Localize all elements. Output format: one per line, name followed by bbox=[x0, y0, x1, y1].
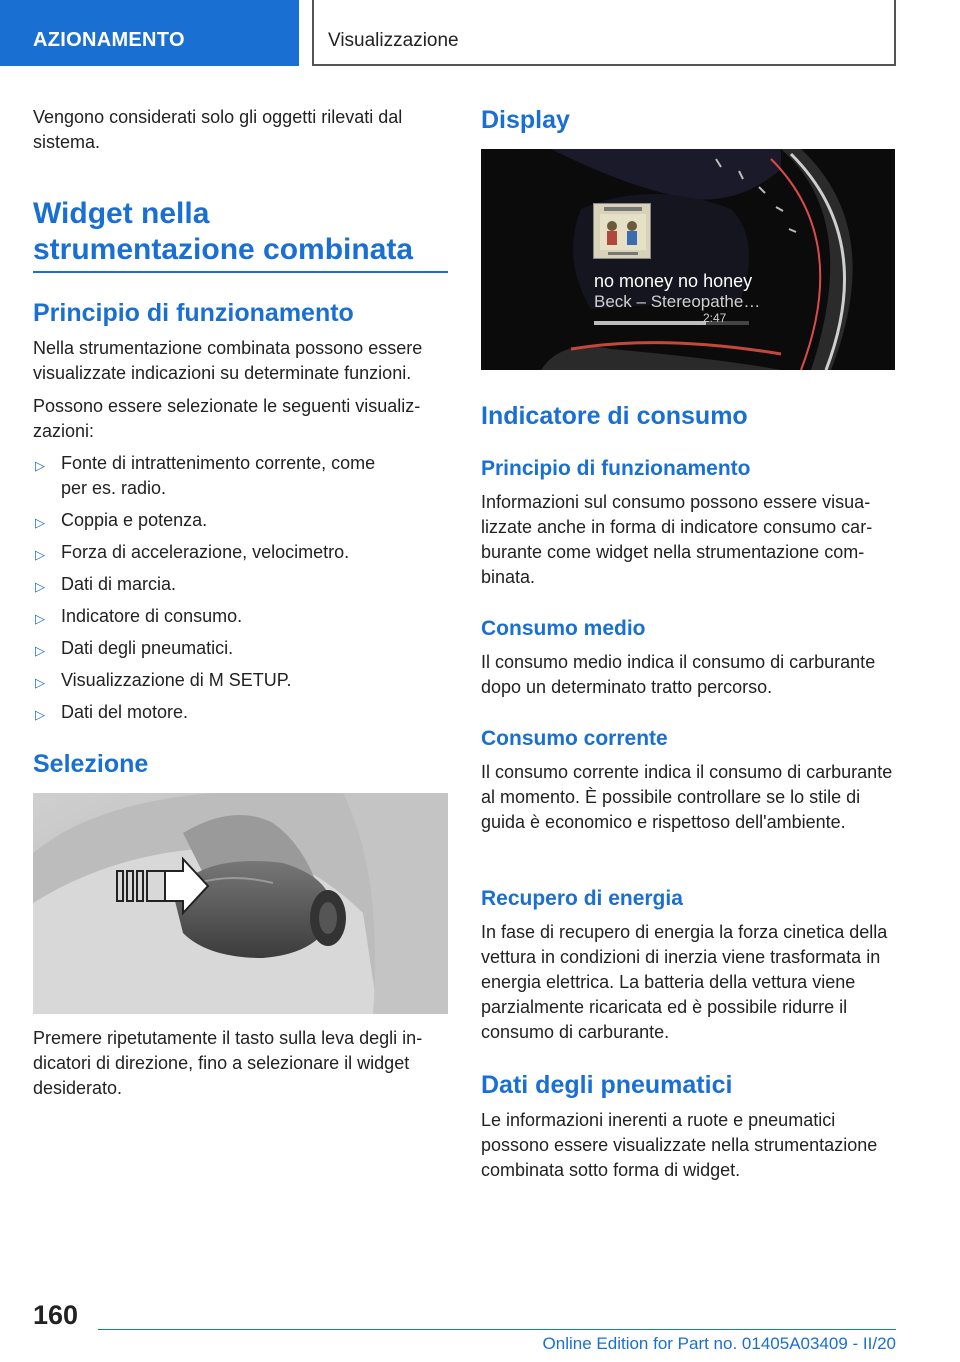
playback-time: 2:47 bbox=[703, 311, 727, 325]
selectable-text: Possono essere selezionate le seguenti visualizzazioni: bbox=[33, 396, 421, 441]
page-number: 160 bbox=[33, 1300, 79, 1330]
header-section-tab bbox=[0, 0, 299, 66]
selection-heading: Selezione bbox=[33, 750, 149, 778]
album-art-figures bbox=[594, 204, 652, 260]
consumption-principle-heading: Principio di funzionamento bbox=[481, 457, 751, 480]
avg-consumption-heading: Consumo medio bbox=[481, 617, 646, 640]
section-title-line1: Widget nella bbox=[33, 197, 210, 230]
list-item: ▷ Fonte di intrattenimento corrente, come per es. radio. bbox=[35, 453, 376, 498]
intro-text: Vengono considerati solo gli oggetti rilevati dal sistema. bbox=[33, 107, 403, 152]
current-consumption-text: Il consumo corrente indica il consumo di carburante al momento. È possibile controllare se lo stile di guida è economico e rispettoso dell'ambiente. bbox=[481, 762, 893, 832]
triangle-bullet-icon: ▷ bbox=[35, 707, 45, 722]
consumption-principle-text: Informazioni sul consumo possono essere visualizzate anche in forma di indicatore consumo carburante come widget nella strumentazione combinata. bbox=[481, 492, 873, 587]
avg-consumption-text: Il consumo medio indica il consumo di carburante dopo un determinato tratto percorso. bbox=[481, 652, 876, 697]
turn-signal-lever-illustration bbox=[33, 793, 448, 1014]
triangle-bullet-icon: ▷ bbox=[35, 458, 45, 473]
footer-rule bbox=[98, 1329, 896, 1330]
cluster-background bbox=[481, 149, 895, 370]
header-subsection bbox=[312, 0, 896, 66]
footer-edition-text: Online Edition for Part no. 01405A03409 - II/20 bbox=[542, 1334, 896, 1353]
album-art bbox=[593, 203, 651, 259]
display-heading: Display bbox=[481, 106, 570, 134]
triangle-bullet-icon: ▷ bbox=[35, 579, 45, 594]
energy-recovery-heading: Recupero di energia bbox=[481, 887, 683, 910]
triangle-bullet-icon: ▷ bbox=[35, 643, 45, 658]
principle-text: Nella strumentazione combinata possono essere visualizzate indicazioni su determinate funzioni. bbox=[33, 338, 423, 383]
tyre-data-heading: Dati degli pneumatici bbox=[481, 1071, 733, 1099]
widget-list bbox=[33, 451, 433, 732]
song-artist: Beck – Stereopathe… bbox=[594, 292, 761, 311]
list-item: ▷ Visualizzazione di M SETUP. bbox=[33, 668, 433, 693]
triangle-bullet-icon: ▷ bbox=[35, 675, 45, 690]
consumption-heading: Indicatore di consumo bbox=[481, 402, 748, 430]
selection-text: Premere ripetutamente il tasto sulla leva degli indicatori di direzione, fino a selezionare il widget desiderato. bbox=[33, 1028, 423, 1098]
section-title-line2: strumentazione combinata bbox=[33, 233, 414, 266]
triangle-bullet-icon: ▷ bbox=[35, 547, 45, 562]
header-subsection-label: Visualizzazione bbox=[328, 30, 459, 51]
triangle-bullet-icon: ▷ bbox=[35, 611, 45, 626]
header-section-label: AZIONAMENTO bbox=[33, 29, 185, 51]
list-item: ▷ Dati degli pneumatici. bbox=[33, 636, 433, 661]
list-item: ▷ Dati del motore. bbox=[33, 700, 433, 725]
triangle-bullet-icon: ▷ bbox=[35, 515, 45, 530]
playback-progress-fill bbox=[594, 321, 706, 325]
tyre-data-text: Le informazioni inerenti a ruote e pneumatici possono essere visualizzate nella strumentazione combinata sotto forma di widget. bbox=[481, 1110, 878, 1180]
list-item: ▷ Indicatore di consumo. bbox=[33, 604, 433, 629]
list-item: ▷ Coppia e potenza. bbox=[33, 508, 433, 533]
principle-heading: Principio di funzionamento bbox=[33, 299, 354, 327]
section-title-rule bbox=[33, 271, 448, 273]
instrument-cluster-display-image bbox=[481, 149, 895, 370]
list-item: ▷ Forza di accelerazione, velocimetro. bbox=[33, 540, 433, 565]
list-item: ▷ Dati di marcia. bbox=[33, 572, 433, 597]
current-consumption-heading: Consumo corrente bbox=[481, 727, 668, 750]
energy-recovery-text: In fase di recupero di energia la forza cinetica della vettura in condizioni di inerzia viene trasformata in energia elettrica. La batteria della vettura viene parzialmente ricaricata ed è possibile ridurre il consumo di carburante. bbox=[481, 922, 888, 1042]
song-title: no money no honey bbox=[594, 271, 753, 291]
